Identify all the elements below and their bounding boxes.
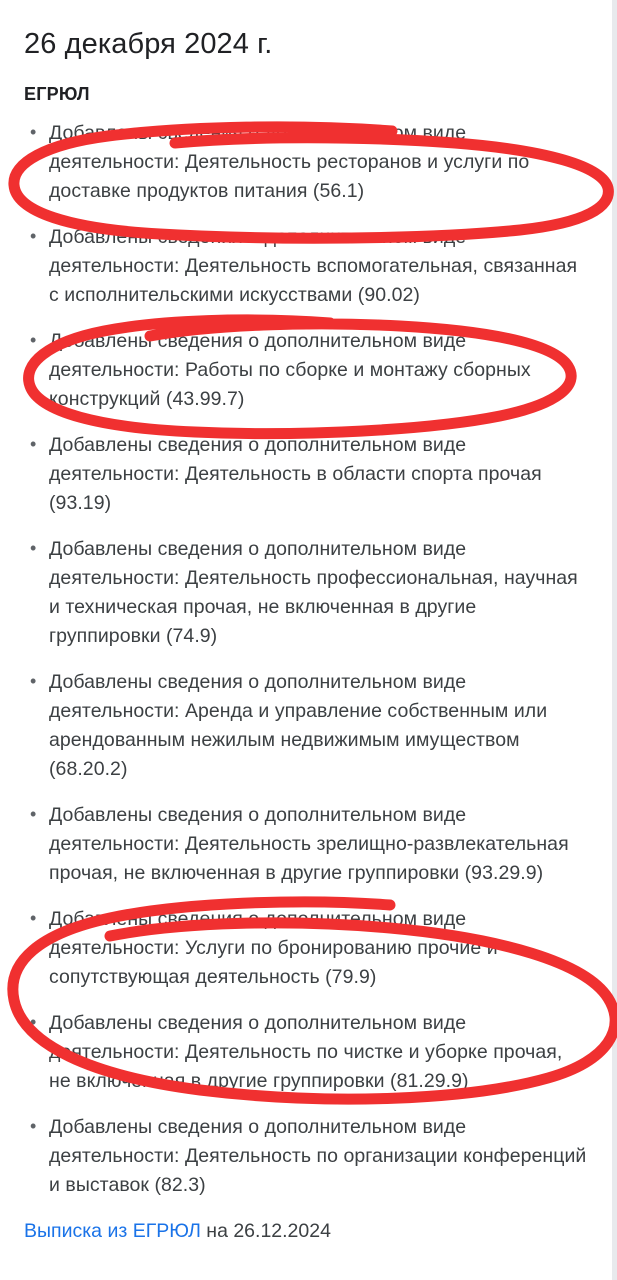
entry-list — [22, 119, 589, 1200]
section-label-egrul: ЕГРЮЛ — [24, 84, 90, 105]
list-item: • Добавлены сведения о дополнительном виде деятельности: Деятельность по организации конференций и выставок (82.3) — [22, 1113, 589, 1200]
footer-extract-line — [24, 1217, 589, 1246]
footer-extract-date: на 26.12.2024 — [200, 1220, 331, 1243]
list-item: • Добавлены сведения о дополнительном виде деятельности: Услуги по бронированию прочие и сопутствующая деятельность (79.9) — [22, 905, 589, 992]
list-item: • Добавлены сведения о дополнительном виде деятельности: Деятельность зрелищно-развлекательная прочая, не включенная в другие группировки (93.29.9) — [22, 801, 589, 888]
list-item: • Добавлены сведения о дополнительном виде деятельности: Деятельность в области спорта прочая (93.19) — [22, 431, 589, 518]
page-title: 26 декабря 2024 г. — [24, 28, 273, 60]
egrul-extract-link[interactable]: Выписка из ЕГРЮЛ — [24, 1220, 201, 1243]
list-item: • Добавлены сведения о дополнительном виде деятельности: Деятельность по чистке и уборке прочая, не включенная в другие группировки (81.29.9) — [22, 1009, 589, 1096]
list-item: • Добавлены сведения о дополнительном виде деятельности: Деятельность профессиональная, научная и техническая прочая, не включенная в другие группировки (74.9) — [22, 535, 589, 651]
list-item: • Добавлены сведения о дополнительном виде деятельности: Работы по сборке и монтажу сборных конструкций (43.99.7) — [22, 327, 589, 414]
list-item: • Добавлены сведения о дополнительном виде деятельности: Деятельность ресторанов и услуги по доставке продуктов питания (56.1) — [22, 119, 589, 206]
list-item: • Добавлены сведения о дополнительном виде деятельности: Аренда и управление собственным или арендованным нежилым недвижимым имуществом (68.20.2) — [22, 668, 589, 784]
list-item: • Добавлены сведения о дополнительном виде деятельности: Деятельность вспомогательная, связанная с исполнительскими искусствами (90.02) — [22, 223, 589, 310]
